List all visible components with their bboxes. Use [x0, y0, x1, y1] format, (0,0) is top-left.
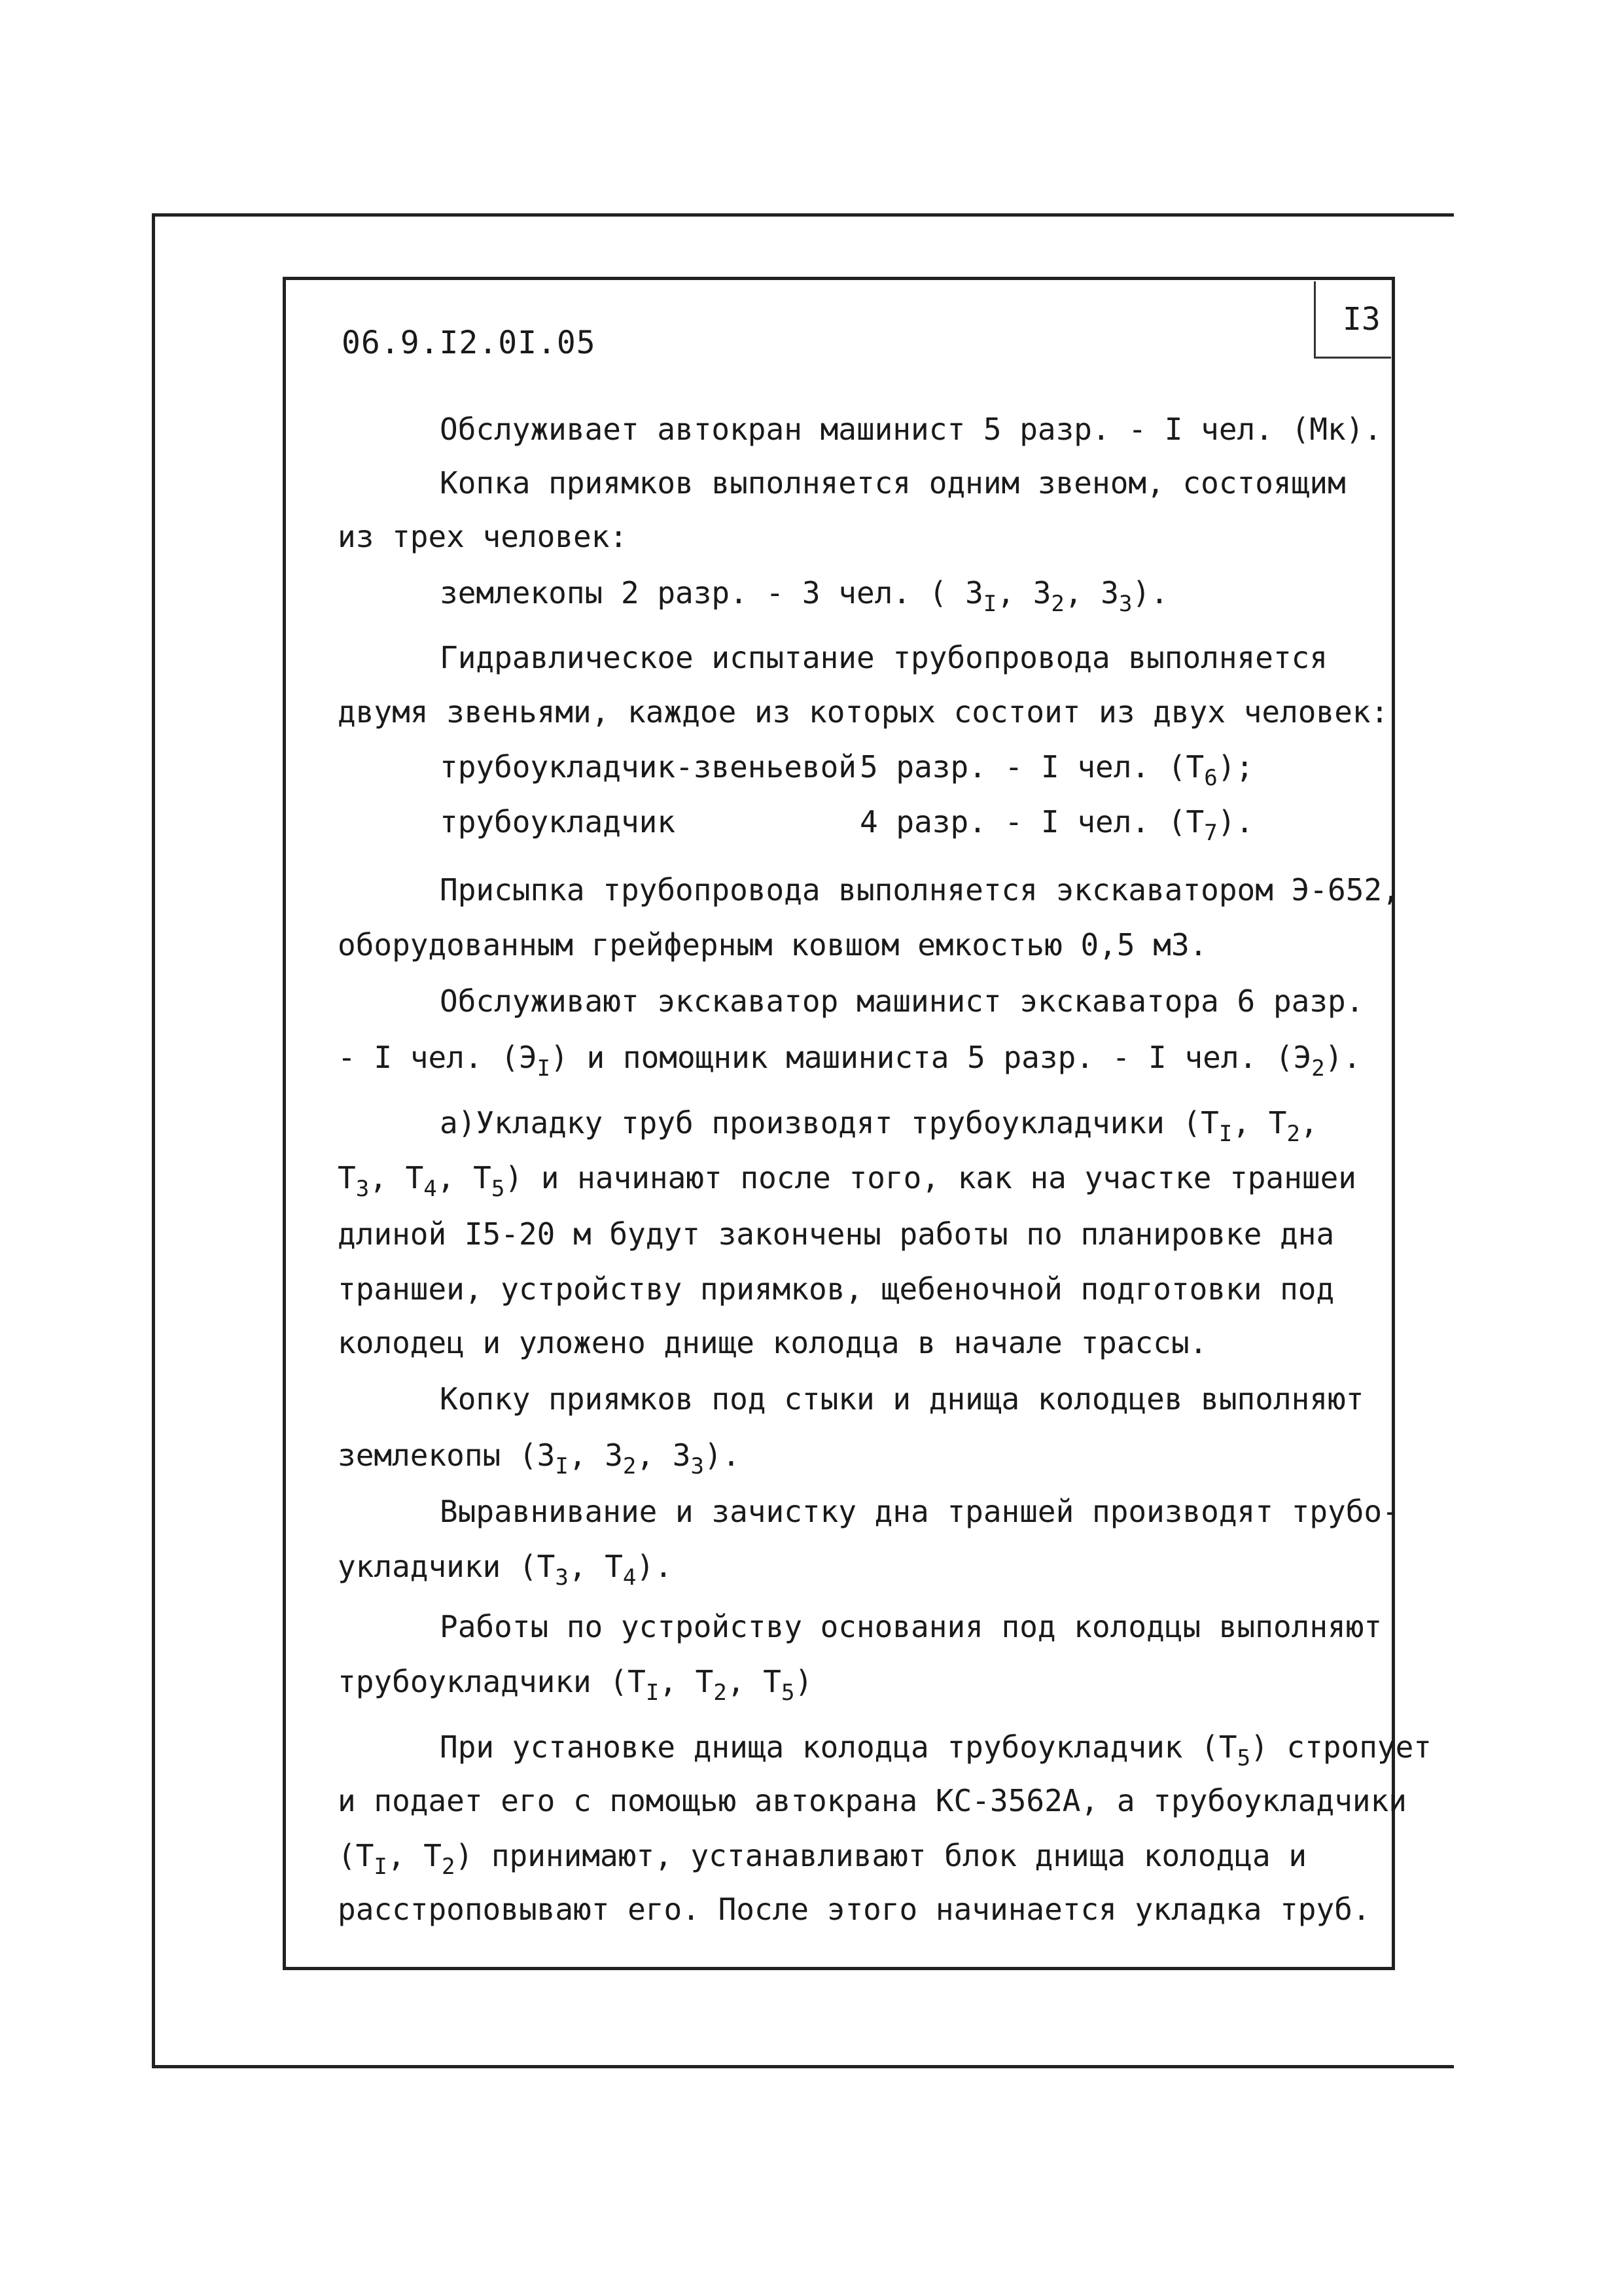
text-line: траншеи, устройству приямков, щебеночной подготовки под: [338, 1271, 1335, 1307]
text-line: из трех человек:: [338, 519, 628, 554]
text-line: Копку приямков под стыки и днища колодцев выполняют: [440, 1381, 1364, 1417]
text-line: расстроповывают его. После этого начинается укладка труб.: [338, 1892, 1371, 1927]
text-line: Присыпка трубопровода выполняется экскаватором Э-652,: [440, 872, 1400, 908]
text-line: трубоукладчик: [440, 804, 676, 839]
text-line: Обслуживает автокран машинист 5 разр. - I чел. (Мк).: [440, 412, 1383, 447]
text-line: $Т_3$, $Т_4$, $Т_5$) и начинают после того, как на участке траншеи: [338, 1160, 1356, 1202]
text-line: трубоукладчик-звеньевой: [440, 749, 856, 785]
text-line: оборудованным грейферным ковшом емкостью 0,5 м3.: [338, 927, 1208, 963]
text-line: землекопы ($З_I$, $З_2$, $З_3$).: [338, 1438, 741, 1479]
text-line: ($Т_I$, $Т_2$) принимают, устанавливают блок днища колодца и: [338, 1838, 1307, 1880]
text-line: а)Укладку труб производят трубоукладчики ($Т_I$, $Т_2$,: [440, 1105, 1318, 1147]
text-line: двумя звеньями, каждое из которых состоит из двух человек:: [338, 694, 1389, 730]
text-line: длиной I5-20 м будут закончены работы по планировке дна: [338, 1216, 1335, 1252]
document-code: 06.9.I2.0I.05: [342, 325, 596, 361]
text-line: Гидравлическое испытание трубопровода выполняется: [440, 640, 1328, 675]
text-line: Обслуживают экскаватор машинист экскаватора 6 разр.: [440, 983, 1364, 1019]
text-line: укладчики ($Т_3$, $Т_4$).: [338, 1549, 673, 1591]
text-line: Копка приямков выполняется одним звеном, состоящим: [440, 465, 1346, 501]
text-line: и подает его с помощью автокрана КС-3562А, а трубоукладчики: [338, 1783, 1407, 1818]
text-line: При установке днища колодца трубоукладчик $(Т_5)$ стропует: [440, 1729, 1432, 1771]
text-line: 4 разр. - I чел. $(Т_7)$.: [860, 804, 1254, 846]
text-line: трубоукладчики ($Т_I$, $Т_2$, $Т_5$): [338, 1664, 813, 1706]
text-line: колодец и уложено днище колодца в начале трассы.: [338, 1325, 1208, 1360]
text-line: Работы по устройству основания под колодцы выполняют: [440, 1609, 1383, 1644]
page-number: I3: [1343, 301, 1381, 338]
text-line: 5 разр. - I чел. $(Т_6)$;: [860, 749, 1254, 791]
text-line: землекопы 2 разр. - 3 чел. ( $З_I$, $З_2$, $З_3$).: [440, 575, 1169, 617]
text-line: - I чел. $(Э_I)$ и помощник машиниста 5 разр. - I чел. $(Э_2)$.: [338, 1040, 1362, 1082]
text-line: Выравнивание и зачистку дна траншей производят трубо-: [440, 1494, 1400, 1529]
